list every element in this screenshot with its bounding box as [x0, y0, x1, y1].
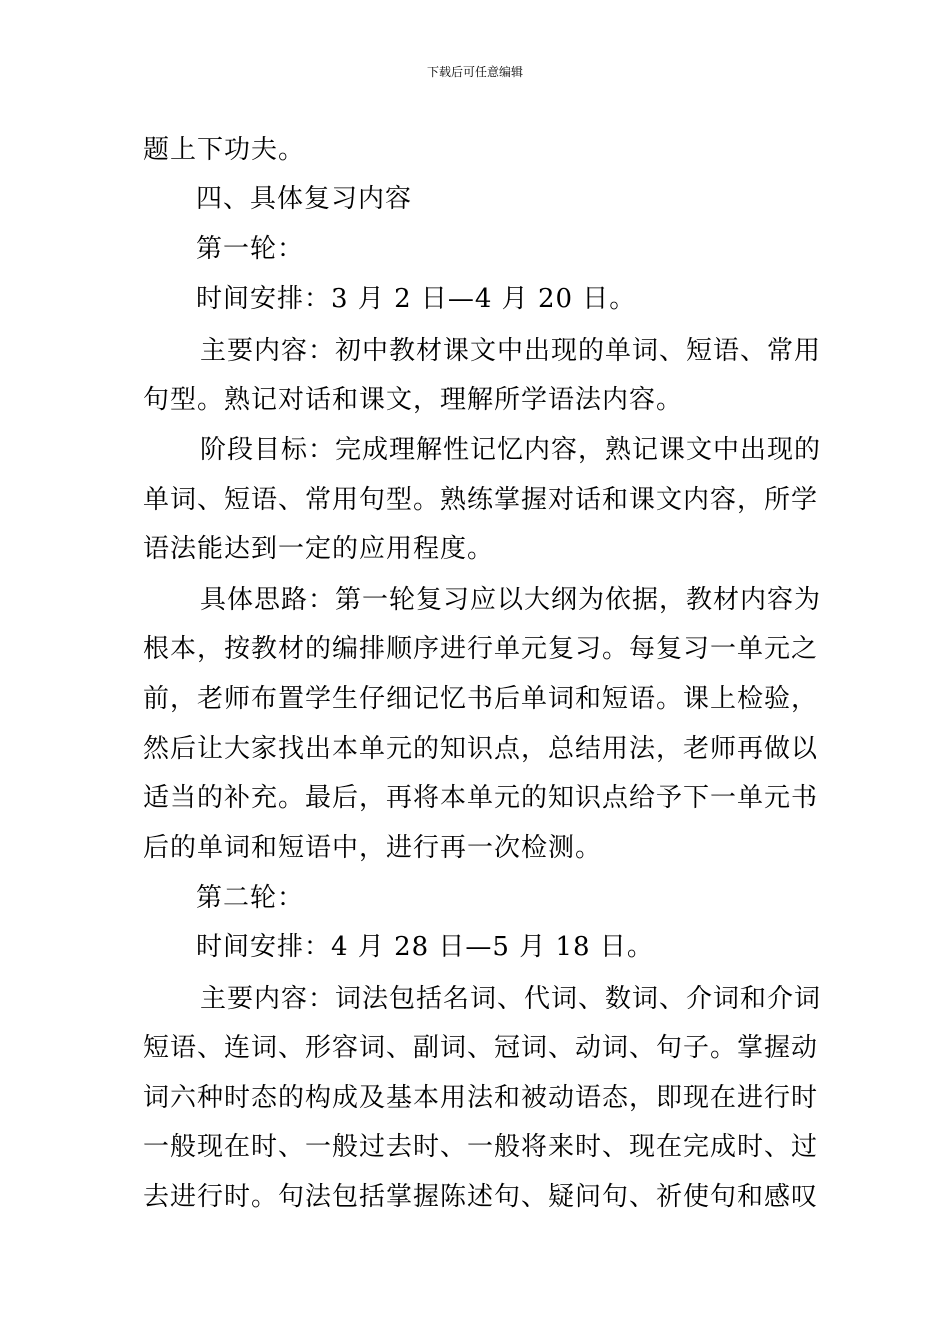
text-line-17: 时间安排：4 月 28 日—5 月 18 日。 [196, 932, 654, 962]
text-line-18: 主要内容：词法包括名词、代词、数词、介词和介词 [200, 984, 822, 1014]
text-line-5: 主要内容：初中教材课文中出现的单词、短语、常用 [200, 336, 822, 366]
text-line-20: 词六种时态的构成及基本用法和被动语态，即现在进行时 [143, 1083, 819, 1113]
text-line-11: 根本，按教材的编排顺序进行单元复习。每复习一单元之 [143, 634, 819, 664]
text-line-21: 一般现在时、一般过去时、一般将来时、现在完成时、过 [143, 1132, 819, 1162]
text-line-14: 适当的补充。最后，再将本单元的知识点给予下一单元书 [143, 783, 819, 813]
text-line-8: 单词、短语、常用句型。熟练掌握对话和课文内容，所学 [143, 485, 819, 515]
text-line-13: 然后让大家找出本单元的知识点，总结用法，老师再做以 [143, 734, 819, 764]
text-line-7: 阶段目标：完成理解性记忆内容，熟记课文中出现的 [200, 435, 822, 465]
text-line-6: 句型。熟记对话和课文，理解所学语法内容。 [143, 385, 684, 415]
text-line-2: 四、具体复习内容 [196, 184, 413, 214]
text-line-3: 第一轮： [196, 234, 305, 264]
text-line-9: 语法能达到一定的应用程度。 [143, 534, 495, 564]
text-line-16: 第二轮： [196, 883, 305, 913]
text-line-1: 题上下功夫。 [143, 135, 306, 165]
page-header: 下载后可任意编辑 [426, 65, 523, 79]
text-line-12: 前，老师布置学生仔细记忆书后单词和短语。课上检验， [143, 684, 819, 714]
text-line-4: 时间安排：3 月 2 日—4 月 20 日。 [196, 284, 637, 314]
text-line-15: 后的单词和短语中，进行再一次检测。 [143, 833, 603, 863]
text-line-19: 短语、连词、形容词、副词、冠词、动词、句子。掌握动 [143, 1033, 819, 1063]
text-line-22: 去进行时。句法包括掌握陈述句、疑问句、祈使句和感叹 [143, 1182, 819, 1212]
text-line-10: 具体思路：第一轮复习应以大纲为依据，教材内容为 [200, 585, 822, 615]
